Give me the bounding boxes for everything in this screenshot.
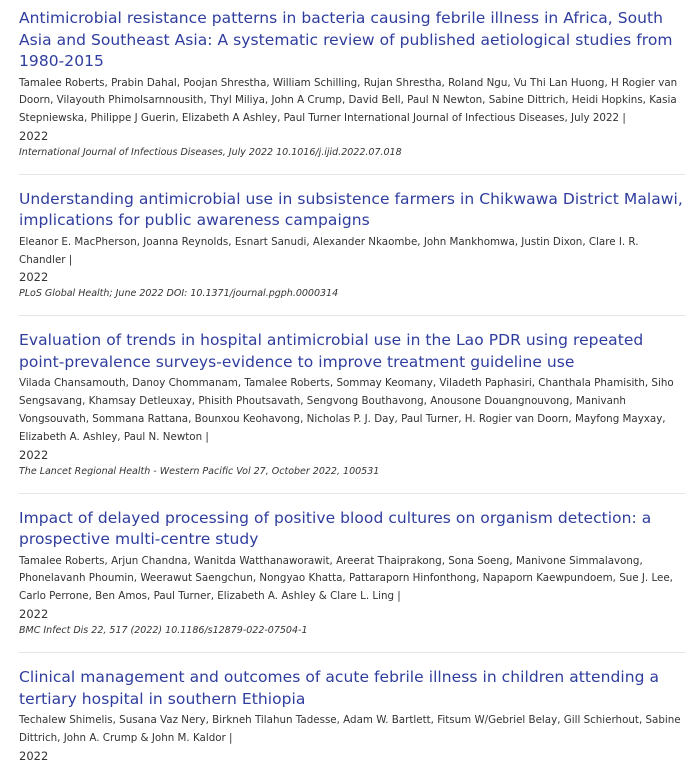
publication-title-link[interactable]: Antimicrobial resistance patterns in bacteria causing febrile illness in Africa, South Asia and Southeast Asia: A systematic review of published aetiological studies from 1980-2015 [19,9,673,70]
publication-year: 2022 [19,270,49,285]
publication-citation: The Lancet Regional Health - Western Pacific Vol 27, October 2022, 100531 [19,465,380,477]
publication-authors: Techalew Shimelis, Susana Vaz Nery, Birkneh Tilahun Tadesse, Adam W. Bartlett, Fitsum W/Gebriel Belay, Gill Schierhout, Sabine Dittrich, John A. Crump & John M. Kaldor | [19,714,681,744]
publication-item [19,8,685,175]
publication-title-link[interactable]: Understanding antimicrobial use in subsistence farmers in Chikwawa District Malawi, implications for public awareness campaigns [19,189,683,230]
publication-title-link[interactable]: Clinical management and outcomes of acute febrile illness in children attending a tertiary hospital in southern Ethiopia [19,668,660,708]
publication-year: 2022 [19,748,49,763]
publication-title-link[interactable]: Evaluation of trends in hospital antimicrobial use in the Lao PDR using repeated point-prevalence surveys-evidence to improve treatment guideline use [19,331,644,371]
publication-year: 2022 [19,607,49,622]
publication-item [19,667,685,776]
publication-authors: Vilada Chansamouth, Danoy Chommanam, Tamalee Roberts, Sommay Keomany, Viladeth Paphasiri, Chanthala Phamisith, Siho Sengsavang, Khamsay Detleuxay, Phisith Phoutsavath, Sengvong Bouthavong, Anousone Douangnouvong, Manivanh Vongsouvath, Sommana Rattana, Bounxou Keohavong, Nicholas P. J. Day, Paul Turner, H. Rogier van Doorn, Mayfong Mayxay, Elizabeth A. Ashley, Paul N. Newton | [19,377,674,443]
publication-item [19,508,685,653]
publication-authors: Eleanor E. MacPherson, Joanna Reynolds, Esnart Sanudi, Alexander Nkaombe, John Mankhomwa, Justin Dixon, Clare I. R. Chandler | [19,235,639,266]
publication-citation: International Journal of Infectious Diseases, July 2022 10.1016/j.ijid.2022.07.018 [19,146,402,158]
publication-citation: BMC Infect Dis 22, 517 (2022) 10.1186/s12879-022-07504-1 [19,625,308,637]
publication-year: 2022 [19,447,49,462]
publication-citation: PLoS Global Health; June 2022 DOI: 10.1371/journal.pgph.0000314 [19,288,339,300]
publication-item [19,189,685,317]
publication-year: 2022 [19,128,49,143]
publication-title-link[interactable]: Impact of delayed processing of positive blood cultures on organism detection: a prospective multi-centre study [19,508,652,549]
publication-authors: Tamalee Roberts, Arjun Chandna, Wanitda Watthanaworawit, Areerat Thaiprakong, Sona Soeng, Manivone Simmalavong, Phonelavanh Phoumin, Weerawut Saengchun, Nongyao Khatta, Pattaraporn Hinfonthong, Napaporn Kaewpundoem, Sue J. Lee, Carlo Perrone, Ben Amos, Paul Turner, Elizabeth A. Ashley & Clare L. Ling | [19,554,673,603]
publication-item [19,330,685,493]
publication-authors: Tamalee Roberts, Prabin Dahal, Poojan Shrestha, William Schilling, Rujan Shrestha, Roland Ngu, Vu Thi Lan Huong, H Rogier van Doorn, Vilayouth Phimolsarnnousith, Thyl Miliya, John A Crump, David Bell, Paul N Newton, Sabine Dittrich, Heidi Hopkins, Kasia Stepniewska, Philippe J Guerin, Elizabeth A Ashley, Paul Turner International Journal of Infectious Diseases, July 2022 | [19,76,678,125]
